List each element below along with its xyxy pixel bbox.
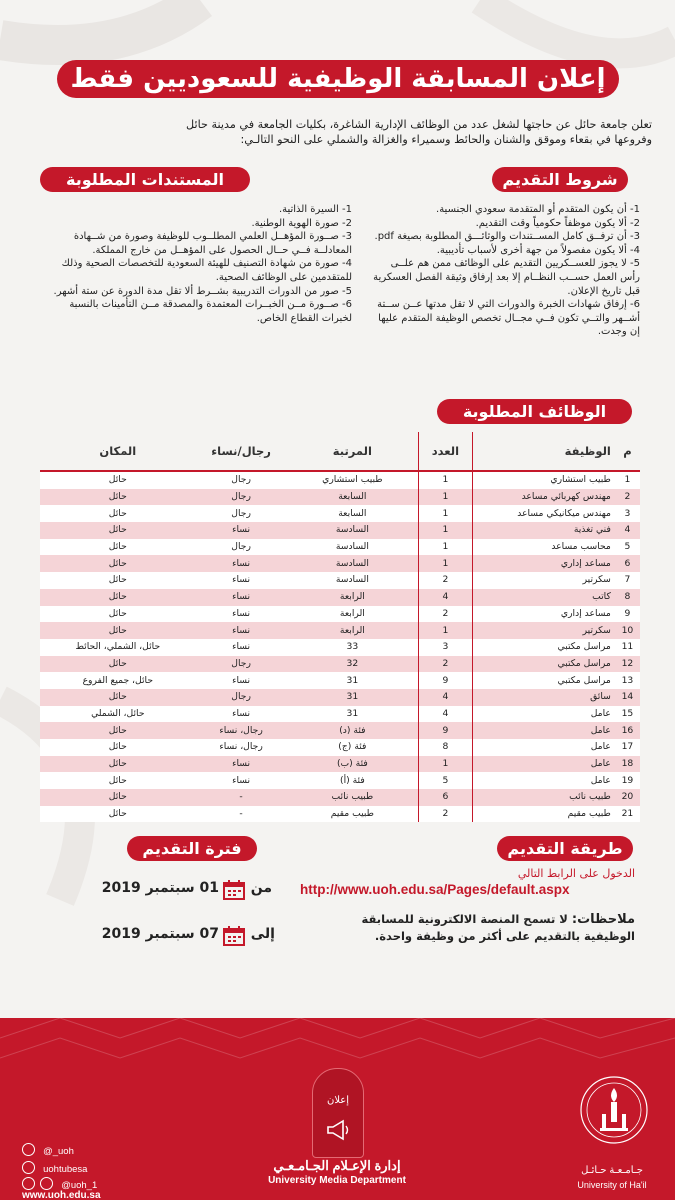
- table-row: [40, 706, 640, 723]
- table-row: [40, 689, 640, 706]
- table-row: [40, 539, 640, 556]
- cell-rank: فئة (د): [287, 722, 419, 739]
- intro-line-2: وفروعها في بقعاء وموقق والشنان والحائط وسميراء والغزالة والشملي على النحو التالـي:: [240, 133, 652, 146]
- cell-rank: 32: [287, 656, 419, 673]
- cell-gender: نساء: [196, 672, 287, 689]
- social-youtube[interactable]: [22, 1157, 88, 1175]
- cell-place: حائل: [40, 471, 196, 489]
- cell-job: كاتب: [472, 589, 615, 606]
- condition-item: 3- أن ترفــق كامل المســتندات والوثائـــق المطلوبة بصيغة pdf.: [374, 231, 640, 243]
- table-row: [40, 639, 640, 656]
- document-item: 2- صورة الهوية الوطنية.: [251, 217, 352, 229]
- cell-job: مهندس ميكانيكي مساعد: [472, 505, 615, 522]
- cell-job: عامل: [472, 772, 615, 789]
- cell-gender: رجال: [196, 689, 287, 706]
- cell-num: 19: [615, 772, 640, 789]
- cell-rank: الرابعة: [287, 589, 419, 606]
- cell-count: 2: [419, 572, 473, 589]
- cell-gender: نساء: [196, 572, 287, 589]
- from-date: 01 سبتمبر 2019: [101, 880, 219, 896]
- conditions-title: شروط التقديم: [492, 167, 628, 192]
- col-header-num: م: [615, 432, 640, 471]
- cell-gender: نساء: [196, 772, 287, 789]
- table-row: [40, 656, 640, 673]
- document-item: 4- صورة من شهادة التصنيف للهيئة السعودية للتخصصات الصحية وذلك للمتقدمين على الوظائف الصحية.: [61, 258, 352, 283]
- cell-job: سكرتير: [472, 572, 615, 589]
- cell-job: عامل: [472, 756, 615, 773]
- university-name-ar: جـامـعـة حـائـل: [581, 1165, 643, 1176]
- notes-label: ملاحظات:: [571, 912, 635, 927]
- cell-rank: 31: [287, 706, 419, 723]
- cell-place: حائل: [40, 656, 196, 673]
- cell-place: حائل، الشملي: [40, 706, 196, 723]
- cell-job: مراسل مكتبي: [472, 672, 615, 689]
- cell-count: 5: [419, 772, 473, 789]
- cell-rank: الرابعة: [287, 622, 419, 639]
- cell-num: 3: [615, 505, 640, 522]
- cell-num: 17: [615, 739, 640, 756]
- cell-gender: نساء: [196, 706, 287, 723]
- cell-num: 9: [615, 606, 640, 623]
- table-row: [40, 806, 640, 823]
- ad-badge: [312, 1068, 364, 1158]
- social-twitter[interactable]: [22, 1139, 74, 1157]
- cell-place: حائل: [40, 622, 196, 639]
- cell-num: 11: [615, 639, 640, 656]
- footer: [0, 1018, 675, 1200]
- cell-rank: السابعة: [287, 489, 419, 506]
- cell-rank: فئة (ج): [287, 739, 419, 756]
- cell-num: 1: [615, 471, 640, 489]
- cell-rank: السادسة: [287, 555, 419, 572]
- cell-num: 21: [615, 806, 640, 823]
- social-handle: @uoh_1: [61, 1180, 98, 1191]
- cell-count: 1: [419, 555, 473, 572]
- cell-job: فني تغذية: [472, 522, 615, 539]
- megaphone-icon: [325, 1119, 351, 1141]
- cell-job: محاسب مساعد: [472, 539, 615, 556]
- cell-gender: نساء: [196, 639, 287, 656]
- cell-count: 6: [419, 789, 473, 806]
- apply-period-title: فترة التقديم: [127, 836, 257, 861]
- cell-place: حائل: [40, 722, 196, 739]
- cell-place: حائل: [40, 505, 196, 522]
- to-date: 07 سبتمبر 2019: [101, 926, 219, 942]
- cell-place: حائل: [40, 689, 196, 706]
- cell-count: 1: [419, 489, 473, 506]
- table-row: [40, 622, 640, 639]
- page-title: إعلان المسابقة الوظيفية للسعوديين فقط: [57, 60, 619, 98]
- conditions-list: [370, 203, 640, 339]
- calendar-icon: [223, 880, 245, 904]
- cell-gender: نساء: [196, 606, 287, 623]
- cell-num: 2: [615, 489, 640, 506]
- table-row: [40, 606, 640, 623]
- cell-place: حائل: [40, 572, 196, 589]
- document-item: 3- صــورة المؤهــل العلمي المطلــوب للوظيفة وصورة من شــهادة المعادلــة فــي حــال الحصول على المؤهــل من خارج المملكة.: [73, 231, 352, 256]
- cell-count: 2: [419, 806, 473, 823]
- cell-num: 7: [615, 572, 640, 589]
- cell-job: عامل: [472, 739, 615, 756]
- cell-gender: نساء: [196, 555, 287, 572]
- cell-place: حائل، الشملي، الحائط: [40, 639, 196, 656]
- media-dept-ar: إدارة الإعـلام الجـامـعـي: [273, 1158, 401, 1173]
- condition-item: 4- ألا يكون مفصولاً من جهة أخرى لأسباب تأديبية.: [436, 244, 640, 256]
- table-row: [40, 572, 640, 589]
- cell-num: 5: [615, 539, 640, 556]
- notes-text: لا تسمح المنصة الالكترونية للمسابقة: [361, 912, 568, 926]
- cell-rank: فئة (ب): [287, 756, 419, 773]
- cell-num: 13: [615, 672, 640, 689]
- cell-place: حائل: [40, 555, 196, 572]
- university-logo: [578, 1070, 650, 1162]
- cell-count: 3: [419, 639, 473, 656]
- cell-rank: 31: [287, 672, 419, 689]
- cell-job: مساعد إداري: [472, 555, 615, 572]
- social-handle: uohtubesa: [43, 1164, 88, 1175]
- cell-job: عامل: [472, 722, 615, 739]
- cell-num: 14: [615, 689, 640, 706]
- cell-gender: نساء: [196, 522, 287, 539]
- intro-text: [20, 117, 652, 147]
- to-label: إلى: [250, 926, 275, 942]
- cell-gender: رجال: [196, 656, 287, 673]
- cell-gender: رجال، نساء: [196, 722, 287, 739]
- notes-block: [335, 911, 635, 945]
- cell-gender: نساء: [196, 756, 287, 773]
- cell-job: عامل: [472, 706, 615, 723]
- cell-gender: رجال: [196, 539, 287, 556]
- cell-count: 1: [419, 622, 473, 639]
- cell-count: 9: [419, 722, 473, 739]
- col-header-gender: رجال/نساء: [196, 432, 287, 471]
- table-row: [40, 522, 640, 539]
- condition-item: 2- ألا يكون موظفاً حكومياً وقت التقديم.: [475, 217, 640, 229]
- cell-place: حائل: [40, 522, 196, 539]
- cell-count: 4: [419, 689, 473, 706]
- col-header-rank: المرتبة: [287, 432, 419, 471]
- twitter-icon: [22, 1143, 35, 1156]
- cell-count: 2: [419, 656, 473, 673]
- from-label: من: [250, 880, 272, 896]
- cell-num: 8: [615, 589, 640, 606]
- cell-count: 8: [419, 739, 473, 756]
- cell-count: 1: [419, 756, 473, 773]
- cell-place: حائل: [40, 789, 196, 806]
- table-row: [40, 772, 640, 789]
- condition-item: 6- إرفاق شهادات الخبرة والدورات التي لا تقل مدتها عــن ســتة أشــهر والتــي تكون فــي مجــال تخصص الوظيفة المتقدم عليها إن وجدت.: [377, 299, 640, 338]
- cell-gender: نساء: [196, 589, 287, 606]
- apply-method-title: طريقة التقديم: [497, 836, 633, 861]
- cell-count: 4: [419, 706, 473, 723]
- social-handle: @_uoh: [43, 1146, 74, 1157]
- cell-gender: -: [196, 789, 287, 806]
- cell-rank: السابعة: [287, 505, 419, 522]
- cell-gender: رجال: [196, 505, 287, 522]
- cell-num: 18: [615, 756, 640, 773]
- cell-job: سائق: [472, 689, 615, 706]
- cell-rank: السادسة: [287, 539, 419, 556]
- cell-count: 1: [419, 539, 473, 556]
- cell-place: حائل: [40, 806, 196, 823]
- cell-rank: السادسة: [287, 572, 419, 589]
- document-item: 6- صــورة مــن الخبــرات المعتمدة والمصدقة مــن التأمينات بالنسبة لخبرات القطاع الخاص.: [69, 299, 352, 324]
- table-row: [40, 739, 640, 756]
- cell-place: حائل: [40, 772, 196, 789]
- jobs-table: [40, 432, 640, 822]
- cell-rank: فئة (أ): [287, 772, 419, 789]
- from-date-row: [75, 878, 275, 902]
- document-item: 1- السيرة الذاتية.: [278, 204, 352, 215]
- cell-count: 1: [419, 471, 473, 489]
- document-item: 5- صور من الدورات التدريبية بشــرط ألا تقل مدة الدورة عن ستة أشهر.: [53, 285, 352, 297]
- cell-job: طبيب استشاري: [472, 471, 615, 489]
- cell-num: 12: [615, 656, 640, 673]
- cell-num: 20: [615, 789, 640, 806]
- table-row: [40, 672, 640, 689]
- calendar-icon: [223, 926, 245, 950]
- col-header-count: العدد: [419, 432, 473, 471]
- to-date-row: [75, 924, 275, 948]
- cell-job: سكرتير: [472, 622, 615, 639]
- cell-rank: الرابعة: [287, 606, 419, 623]
- cell-num: 10: [615, 622, 640, 639]
- cell-job: مساعد إداري: [472, 606, 615, 623]
- table-row: [40, 589, 640, 606]
- cell-num: 15: [615, 706, 640, 723]
- cell-count: 4: [419, 589, 473, 606]
- table-row: [40, 722, 640, 739]
- cell-place: حائل: [40, 606, 196, 623]
- apply-url-link[interactable]: http://www.uoh.edu.sa/Pages/default.aspx: [300, 882, 570, 897]
- cell-count: 1: [419, 505, 473, 522]
- cell-rank: 31: [287, 689, 419, 706]
- condition-item: 5- لا يجوز للعســكريين التقديم على الوظائف ممن هم علــى رأس العمل حســب النظــام إلا بعد إرفاق وثيقة الفصل العسكرية قبل تاريخ الإعلان.: [373, 258, 640, 297]
- table-row: [40, 756, 640, 773]
- cell-rank: طبيب استشاري: [287, 471, 419, 489]
- cell-num: 6: [615, 555, 640, 572]
- cell-job: مراسل مكتبي: [472, 656, 615, 673]
- table-header-row: [40, 432, 640, 471]
- cell-gender: نساء: [196, 622, 287, 639]
- cell-place: حائل: [40, 756, 196, 773]
- social-instagram[interactable]: [22, 1173, 98, 1191]
- cell-job: مهندس كهربائي مساعد: [472, 489, 615, 506]
- website-link[interactable]: www.uoh.edu.sa: [22, 1190, 101, 1200]
- col-header-place: المكان: [40, 432, 196, 471]
- cell-count: 2: [419, 606, 473, 623]
- jobs-title: الوظائف المطلوبة: [437, 399, 632, 424]
- link-intro: الدخول على الرابط التالي: [517, 867, 635, 880]
- cell-place: حائل: [40, 489, 196, 506]
- cell-rank: 33: [287, 639, 419, 656]
- badge-label: إعلان: [326, 1095, 350, 1106]
- documents-list: [36, 203, 352, 325]
- col-header-job: الوظيفة: [472, 432, 615, 471]
- cell-place: حائل: [40, 739, 196, 756]
- intro-line-1: تعلن جامعة حائل عن حاجتها لشغل عدد من الوظائف الإدارية الشاغرة، بكليات الجامعة في مدينة حائل: [186, 118, 652, 131]
- cell-gender: -: [196, 806, 287, 823]
- cell-count: 9: [419, 672, 473, 689]
- snapchat-icon: [40, 1177, 53, 1190]
- cell-gender: رجال: [196, 489, 287, 506]
- cell-rank: طبيب نائب: [287, 789, 419, 806]
- cell-num: 16: [615, 722, 640, 739]
- cell-place: حائل، جميع الفروع: [40, 672, 196, 689]
- instagram-icon: [22, 1177, 35, 1190]
- cell-place: حائل: [40, 589, 196, 606]
- cell-count: 1: [419, 522, 473, 539]
- table-row: [40, 489, 640, 506]
- cell-num: 4: [615, 522, 640, 539]
- cell-rank: طبيب مقيم: [287, 806, 419, 823]
- cell-gender: رجال، نساء: [196, 739, 287, 756]
- notes-line-2: الوظيفية بالتقديم على أكثر من وظيفة واحدة.: [374, 929, 635, 943]
- cell-place: حائل: [40, 539, 196, 556]
- cell-rank: السادسة: [287, 522, 419, 539]
- documents-title: المستندات المطلوبة: [40, 167, 250, 192]
- cell-job: طبيب مقيم: [472, 806, 615, 823]
- university-name-en: University of Ha'il: [577, 1180, 647, 1190]
- media-dept-en: University Media Department: [268, 1175, 406, 1186]
- cell-job: طبيب نائب: [472, 789, 615, 806]
- cell-job: مراسل مكتبي: [472, 639, 615, 656]
- table-row: [40, 505, 640, 522]
- table-row: [40, 471, 640, 489]
- condition-item: 1- أن يكون المتقدم أو المتقدمة سعودي الجنسية.: [436, 204, 640, 215]
- table-row: [40, 555, 640, 572]
- jobs-table-body: [40, 471, 640, 822]
- cell-gender: رجال: [196, 471, 287, 489]
- table-row: [40, 789, 640, 806]
